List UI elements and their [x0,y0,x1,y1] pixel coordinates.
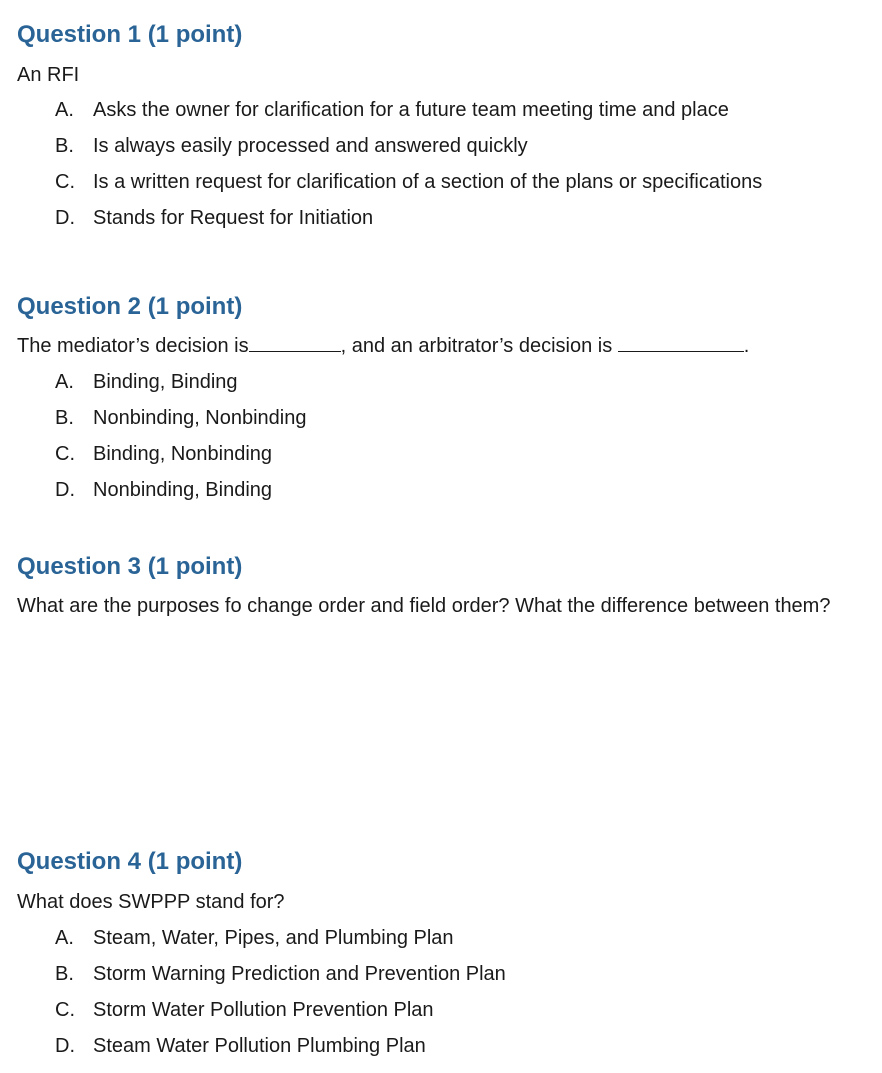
question-2-option-c[interactable] [55,442,307,478]
option-text: Nonbinding, Binding [93,479,273,501]
option-letter: B. [55,135,74,157]
question-4-options [55,926,506,1070]
option-text: Is a written request for clarification of a section of the plans or specifications [93,171,763,193]
question-2-stem-part-3: . [743,335,750,357]
option-text: Is always easily processed and answered quickly [93,135,528,157]
question-4-option-b[interactable] [55,962,506,998]
option-letter: B. [55,407,74,429]
option-text: Storm Water Pollution Prevention Plan [93,999,434,1021]
question-2-option-a[interactable] [55,370,307,406]
option-text: Nonbinding, Nonbinding [93,407,307,429]
option-text: Asks the owner for clarification for a future team meeting time and place [93,99,729,121]
question-1-option-a[interactable] [55,98,762,134]
question-1-title: Question 1 (1 point) [17,21,243,48]
question-3-stem: What are the purposes fo change order and field order? What the difference between them? [17,595,831,617]
option-letter: D. [55,207,75,229]
option-text: Steam Water Pollution Plumbing Plan [93,1035,426,1057]
answer-blank-2 [618,333,744,352]
option-letter: D. [55,479,75,501]
question-1-option-b[interactable] [55,134,762,170]
question-2-title: Question 2 (1 point) [17,293,243,320]
question-2-option-d[interactable] [55,478,307,514]
question-1-option-c[interactable] [55,170,762,206]
option-text: Steam, Water, Pipes, and Plumbing Plan [93,927,454,949]
option-letter: A. [55,99,74,121]
answer-blank-1 [249,333,341,352]
option-letter: C. [55,171,75,193]
question-2-stem-part-1: The mediator’s decision is [17,335,249,357]
question-2-stem-part-2: , and an arbitrator’s decision is [340,335,618,357]
question-4-option-c[interactable] [55,998,506,1034]
question-2-option-b[interactable] [55,406,307,442]
question-1-option-d[interactable] [55,206,762,242]
option-text: Binding, Nonbinding [93,443,273,465]
question-1-stem: An RFI [17,64,80,86]
option-letter: C. [55,443,75,465]
option-text: Stands for Request for Initiation [93,207,374,229]
question-4-title: Question 4 (1 point) [17,848,243,875]
question-1-options [55,98,762,242]
option-text: Binding, Binding [93,371,238,393]
option-letter: D. [55,1035,75,1057]
question-4-stem: What does SWPPP stand for? [17,891,285,913]
question-2-options [55,370,307,514]
question-4-option-a[interactable] [55,926,506,962]
option-text: Storm Warning Prediction and Prevention Plan [93,963,506,985]
option-letter: A. [55,927,74,949]
question-2-stem [17,333,749,358]
option-letter: C. [55,999,75,1021]
question-3-title: Question 3 (1 point) [17,553,243,580]
question-4-option-d[interactable] [55,1034,506,1070]
option-letter: B. [55,963,74,985]
option-letter: A. [55,371,74,393]
